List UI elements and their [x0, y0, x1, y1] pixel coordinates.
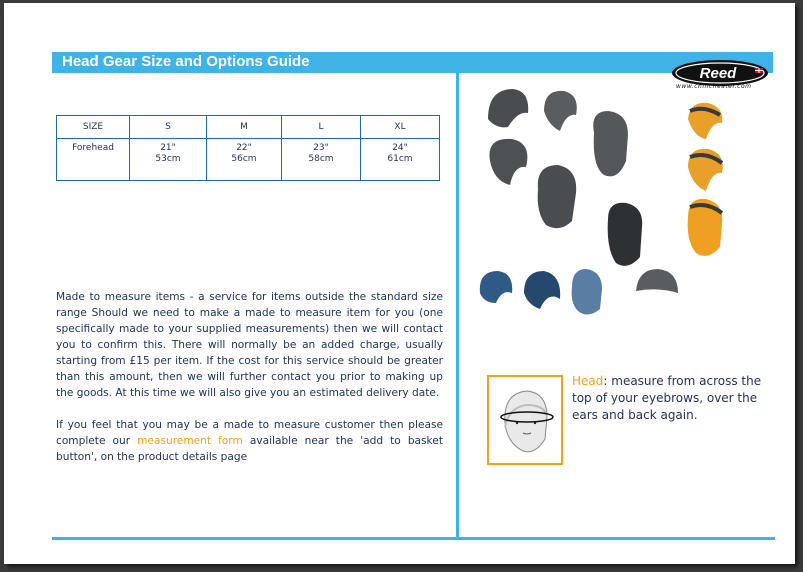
page-title: Head Gear Size and Options Guide — [62, 53, 310, 70]
blue-hood — [572, 269, 602, 315]
head-label: Head — [572, 374, 604, 388]
cell-m: 22" 56cm — [207, 139, 282, 181]
measurement-form-text: If you feel that you may be a made to measure customer then please complete our measurement form available near the 'add to basket button', on the product details page — [56, 419, 443, 463]
header-l: L — [282, 116, 361, 139]
header-xl: XL — [361, 116, 440, 139]
blue-cap-1 — [480, 271, 512, 303]
bottom-rule — [52, 537, 775, 540]
guide-page — [4, 3, 795, 564]
head-icon — [489, 377, 561, 463]
made-to-measure-text: Made to measure items - a service for items outside the standard size range Should we need to make a made to measure item for you (one specifically made to your supplied measurements) then we will contact you to confirm this. There will normally be an added charge, usually starting from £15 per item. If the cost for this service should be greater than this amount, then we will further contact you prior to making up the goods. At this time we will also give you an estimated delivery date. — [56, 291, 443, 399]
size-table — [56, 115, 440, 181]
column-divider — [456, 73, 459, 539]
grey-hood-1 — [593, 111, 628, 176]
head-measure-diagram — [487, 375, 563, 465]
cell-l: 23" 58cm — [282, 139, 361, 181]
grey-beanie — [636, 269, 678, 293]
header-m: M — [207, 116, 282, 139]
black-hood — [608, 203, 643, 266]
hood-gallery — [468, 81, 768, 321]
orange-cap-2 — [688, 149, 723, 191]
blue-cap-2 — [524, 271, 560, 309]
cell-xl: 24" 61cm — [361, 139, 440, 181]
title-bar — [52, 52, 773, 73]
cell-s: 21" 53cm — [130, 139, 207, 181]
grey-hood-2 — [538, 165, 577, 228]
grey-cap-2 — [544, 91, 577, 131]
row-label: Forehead — [57, 139, 130, 181]
measurement-form-link[interactable]: measurement form — [137, 435, 243, 447]
orange-hood — [688, 199, 723, 256]
header-size: SIZE — [57, 116, 130, 139]
grey-cap-3 — [489, 139, 527, 185]
head-measure-note: Head: measure from across the top of your eyebrows, over the ears and back again. — [572, 374, 762, 422]
grey-cap-1 — [488, 89, 528, 127]
logo-url: www.chillcheater.com — [676, 83, 752, 90]
header-s: S — [130, 116, 207, 139]
logo-brand: Reed — [699, 65, 737, 82]
orange-cap-1 — [688, 103, 722, 139]
